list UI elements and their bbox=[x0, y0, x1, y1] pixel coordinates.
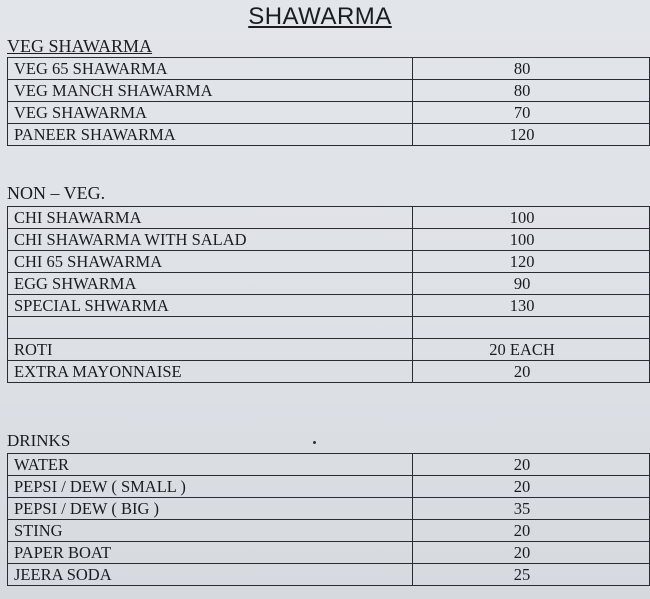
drinks-menu-table bbox=[7, 453, 650, 586]
menu-item-price: 20 bbox=[413, 520, 650, 542]
menu-item-name: PEPSI / DEW ( SMALL ) bbox=[8, 476, 413, 498]
menu-item-name: CHI 65 SHAWARMA bbox=[8, 251, 413, 273]
menu-item-price: 120 bbox=[413, 124, 650, 146]
menu-item-name: EGG SHWARMA bbox=[8, 273, 413, 295]
menu-item-name: CHI SHAWARMA WITH SALAD bbox=[8, 229, 413, 251]
menu-item-price: 70 bbox=[413, 102, 650, 124]
table-row bbox=[8, 229, 650, 251]
table-row bbox=[8, 251, 650, 273]
menu-item-name: VEG SHAWARMA bbox=[8, 102, 413, 124]
menu-item-price: 20 bbox=[413, 476, 650, 498]
nonveg-section-heading: NON – VEG. bbox=[7, 183, 106, 203]
menu-item-price: 25 bbox=[413, 564, 650, 586]
menu-item-name: ROTI bbox=[8, 339, 413, 361]
table-row bbox=[8, 476, 650, 498]
table-row bbox=[8, 124, 650, 146]
menu-item-name: JEERA SODA bbox=[8, 564, 413, 586]
page-title: SHAWARMA bbox=[248, 3, 392, 30]
veg-section-heading: VEG SHAWARMA bbox=[7, 36, 153, 56]
table-row bbox=[8, 80, 650, 102]
menu-item-name: STING bbox=[8, 520, 413, 542]
menu-item-price: 100 bbox=[413, 207, 650, 229]
menu-item-price: 90 bbox=[413, 273, 650, 295]
veg-menu-table bbox=[7, 57, 650, 146]
menu-item-price: 20 bbox=[413, 542, 650, 564]
menu-item-name: SPECIAL SHWARMA bbox=[8, 295, 413, 317]
menu-item-name: PAPER BOAT bbox=[8, 542, 413, 564]
table-row bbox=[8, 295, 650, 317]
menu-item-name: CHI SHAWARMA bbox=[8, 207, 413, 229]
nonveg-menu-table bbox=[7, 206, 650, 383]
table-row bbox=[8, 339, 650, 361]
menu-item-price: 20 bbox=[413, 361, 650, 383]
table-row bbox=[8, 520, 650, 542]
menu-item-price: 20 EACH bbox=[413, 339, 650, 361]
menu-item-name: EXTRA MAYONNAISE bbox=[8, 361, 413, 383]
menu-item-name bbox=[8, 317, 413, 339]
menu-item-price: 20 bbox=[413, 454, 650, 476]
menu-item-price: 35 bbox=[413, 498, 650, 520]
menu-item-name: PEPSI / DEW ( BIG ) bbox=[8, 498, 413, 520]
menu-item-name: VEG MANCH SHAWARMA bbox=[8, 80, 413, 102]
table-row bbox=[8, 273, 650, 295]
menu-item-price: 80 bbox=[413, 58, 650, 80]
table-row bbox=[8, 207, 650, 229]
menu-item-price: 120 bbox=[413, 251, 650, 273]
table-row bbox=[8, 58, 650, 80]
table-row bbox=[8, 317, 650, 339]
table-row bbox=[8, 361, 650, 383]
table-row bbox=[8, 454, 650, 476]
ink-speck bbox=[313, 441, 316, 444]
menu-item-price: 80 bbox=[413, 80, 650, 102]
menu-item-name: VEG 65 SHAWARMA bbox=[8, 58, 413, 80]
menu-item-name: PANEER SHAWARMA bbox=[8, 124, 413, 146]
menu-item-name: WATER bbox=[8, 454, 413, 476]
table-row bbox=[8, 498, 650, 520]
table-row bbox=[8, 102, 650, 124]
table-row bbox=[8, 564, 650, 586]
drinks-section-heading: DRINKS bbox=[7, 431, 71, 450]
menu-item-price: 130 bbox=[413, 295, 650, 317]
menu-item-price: 100 bbox=[413, 229, 650, 251]
menu-item-price bbox=[413, 317, 650, 339]
table-row bbox=[8, 542, 650, 564]
